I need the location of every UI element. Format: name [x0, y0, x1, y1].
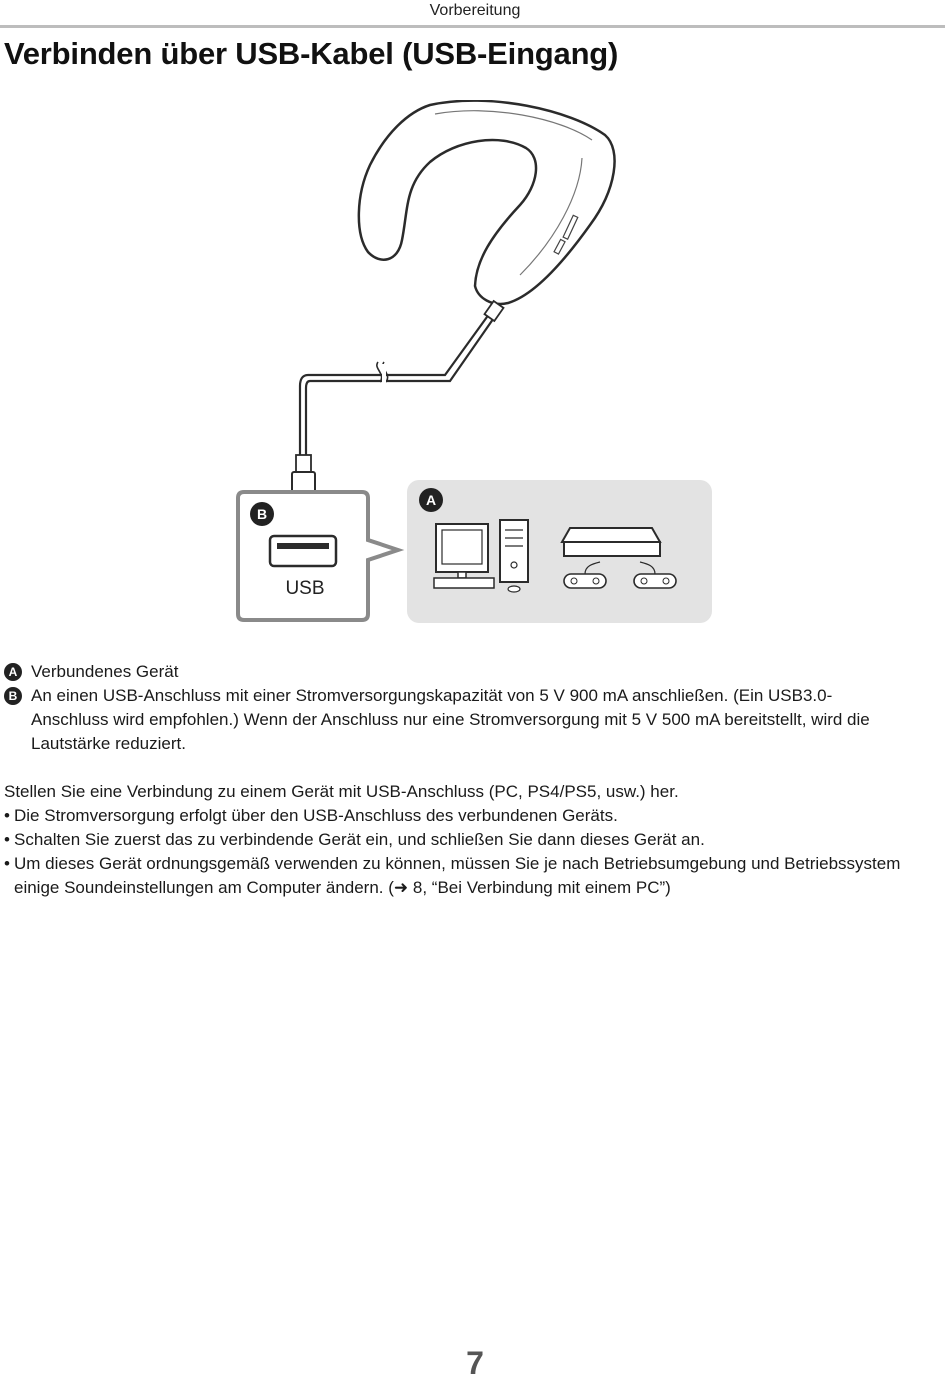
badge-b-marker: B	[4, 687, 22, 705]
legend-item-b	[4, 684, 904, 756]
badge-a-marker: A	[4, 663, 22, 681]
body-text	[4, 780, 914, 900]
page-number: 7	[466, 1345, 484, 1381]
bullet-item	[4, 804, 914, 828]
bullet-icon: •	[4, 854, 10, 873]
gamepad-icon	[634, 574, 676, 588]
usb-cable	[300, 301, 504, 455]
page-title: Verbinden über USB-Kabel (USB-Eingang)	[4, 36, 619, 71]
connection-illustration	[230, 100, 720, 630]
connected-devices-panel	[407, 480, 712, 623]
bullet-text: Schalten Sie zuerst das zu verbindende Gerät ein, und schließen Sie dann dieses Gerät an.	[14, 830, 705, 849]
badge-b-label: B	[256, 506, 268, 522]
bullet-item	[4, 828, 914, 852]
neckband-speaker	[359, 101, 615, 304]
legend-text-b: An einen USB-Anschluss mit einer Stromversorgungskapazität von 5 V 900 mA anschließen. (Ein USB3.0-Anschluss wird empfohlen.) Wenn der Anschluss nur eine Stromversorgung mit 5 V 500 mA bereitstellt, wird die Lautstärke reduziert.	[31, 686, 870, 753]
bullet-icon: •	[4, 830, 10, 849]
header-rule	[0, 25, 945, 28]
legend-text-a: Verbundenes Gerät	[31, 662, 179, 681]
badge-a-label: A	[425, 492, 437, 508]
intro-paragraph: Stellen Sie eine Verbindung zu einem Gerät mit USB-Anschluss (PC, PS4/PS5, usw.) her.	[4, 782, 679, 801]
usb-port-callout	[238, 492, 398, 620]
bullet-item	[4, 852, 914, 900]
legend-item-a	[4, 660, 904, 684]
bullet-icon: •	[4, 806, 10, 825]
gamepad-icon	[564, 574, 606, 588]
bullet-text: Die Stromversorgung erfolgt über den USB-Anschluss des verbundenen Geräts.	[14, 806, 618, 825]
usb-port-icon	[270, 536, 336, 566]
legend	[4, 660, 904, 756]
usb-port-label: USB	[285, 578, 325, 599]
pc-icon	[434, 520, 528, 592]
section-header: Vorbereitung	[429, 2, 521, 19]
bullet-text-link[interactable]: Um dieses Gerät ordnungsgemäß verwenden zu können, müssen Sie je nach Betriebsumgebung und Betriebssystem einige Soundeinstellungen am Computer ändern. (➜ 8, “Bei Verbindung mit einem PC”)	[14, 854, 901, 897]
